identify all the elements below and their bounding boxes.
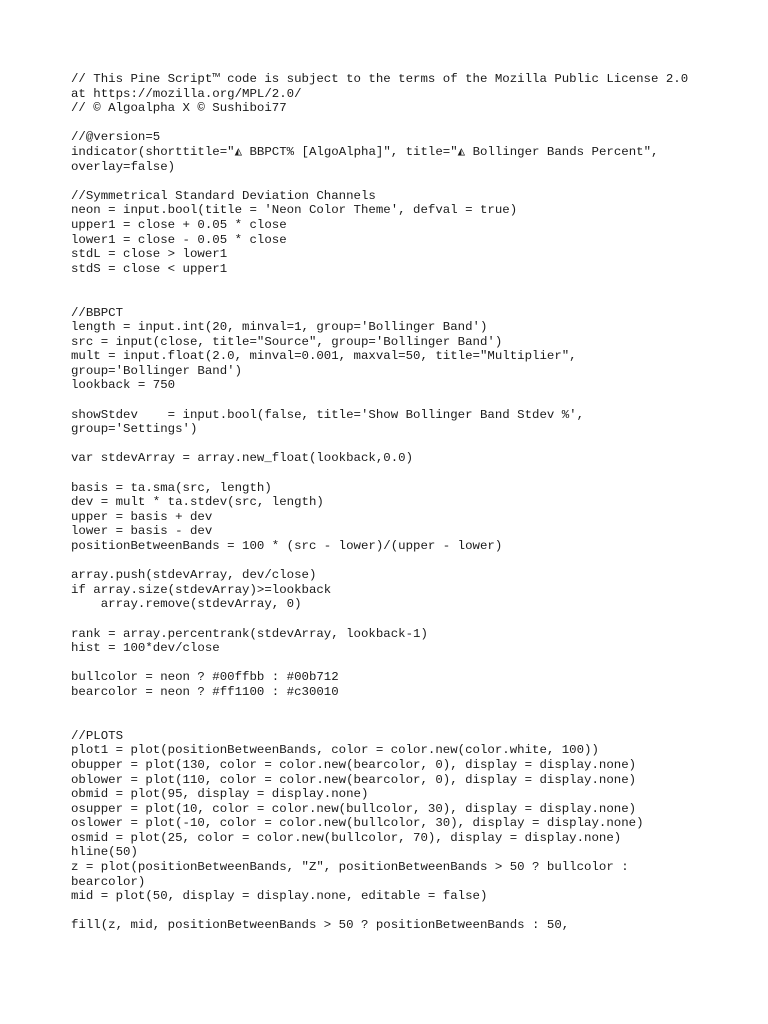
code-line: if array.size(stdevArray)>=lookback	[71, 582, 332, 597]
code-line: //PLOTS	[71, 728, 124, 743]
code-line	[71, 393, 751, 408]
code-line: lower = basis - dev	[71, 524, 213, 539]
code-line	[71, 714, 751, 729]
code-line: upper1 = close + 0.05 * close	[71, 217, 287, 232]
code-line: fill(z, mid, positionBetweenBands > 50 ? positionBetweenBands : 50,	[71, 918, 570, 933]
code-line	[71, 276, 751, 291]
code-line: basis = ta.sma(src, length)	[71, 480, 272, 495]
code-line	[71, 466, 751, 481]
code-line	[71, 904, 751, 919]
code-line: mid = plot(50, display = display.none, editable = false)	[71, 889, 488, 904]
code-line: indicator(shorttitle="◭ BBPCT% [AlgoAlpha]", title="◭ Bollinger Bands Percent",	[71, 144, 659, 159]
code-line: lookback = 750	[71, 378, 176, 393]
code-line: hist = 100*dev/close	[71, 641, 220, 656]
code-line: plot1 = plot(positionBetweenBands, color = color.new(color.white, 100))	[71, 743, 599, 758]
code-line: group='Settings')	[71, 422, 198, 437]
code-line: oblower = plot(110, color = color.new(bearcolor, 0), display = display.none)	[71, 772, 637, 787]
code-line: // This Pine Script™ code is subject to the terms of the Mozilla Public License 2.0	[71, 72, 689, 86]
code-line	[71, 656, 751, 671]
code-line: obmid = plot(95, display = display.none)	[71, 787, 369, 802]
code-line: upper = basis + dev	[71, 509, 213, 524]
code-line: array.remove(stdevArray, 0)	[71, 597, 302, 612]
code-line: //BBPCT	[71, 305, 124, 320]
code-listing	[71, 72, 751, 933]
code-line: positionBetweenBands = 100 * (src - lower)/(upper - lower)	[71, 539, 503, 553]
code-line: bearcolor)	[71, 874, 146, 889]
code-line: src = input(close, title="Source", group='Bollinger Band')	[71, 334, 503, 349]
code-line: // © Algoalpha X © Sushiboi77	[71, 101, 287, 116]
code-line: osupper = plot(10, color = color.new(bullcolor, 30), display = display.none)	[71, 801, 637, 816]
code-line: stdL = close > lower1	[71, 247, 228, 262]
code-line: neon = input.bool(title = 'Neon Color Theme', defval = true)	[71, 203, 518, 218]
code-line: bearcolor = neon ? #ff1100 : #c30010	[71, 684, 339, 699]
code-line: obupper = plot(130, color = color.new(bearcolor, 0), display = display.none)	[71, 757, 637, 772]
code-line: lower1 = close - 0.05 * close	[71, 232, 287, 247]
code-line: showStdev = input.bool(false, title='Show Bollinger Band Stdev %',	[71, 407, 585, 422]
code-line	[71, 554, 751, 569]
code-line	[71, 116, 751, 131]
code-line: array.push(stdevArray, dev/close)	[71, 568, 317, 583]
code-line	[71, 291, 751, 306]
code-line	[71, 174, 751, 189]
code-line: mult = input.float(2.0, minval=0.001, maxval=50, title="Multiplier",	[71, 349, 577, 364]
code-line	[71, 612, 751, 627]
code-line: dev = mult * ta.stdev(src, length)	[71, 495, 324, 510]
code-line: rank = array.percentrank(stdevArray, lookback-1)	[71, 626, 428, 641]
code-line	[71, 700, 751, 715]
code-line: at https://mozilla.org/MPL/2.0/	[71, 86, 302, 101]
code-line: z = plot(positionBetweenBands, "Z", positionBetweenBands > 50 ? bullcolor :	[71, 860, 629, 875]
code-line: group='Bollinger Band')	[71, 363, 243, 378]
code-line: //Symmetrical Standard Deviation Channels	[71, 188, 376, 203]
code-line: overlay=false)	[71, 159, 176, 174]
code-line: stdS = close < upper1	[71, 261, 228, 276]
code-line: osmid = plot(25, color = color.new(bullcolor, 70), display = display.none)	[71, 830, 622, 845]
code-line: bullcolor = neon ? #00ffbb : #00b712	[71, 670, 339, 685]
code-line: oslower = plot(-10, color = color.new(bullcolor, 30), display = display.none)	[71, 816, 644, 831]
code-line: var stdevArray = array.new_float(lookback,0.0)	[71, 451, 414, 466]
code-line	[71, 437, 751, 452]
code-line: length = input.int(20, minval=1, group='Bollinger Band')	[71, 320, 488, 335]
code-line: //@version=5	[71, 130, 161, 145]
code-line: hline(50)	[71, 845, 138, 860]
